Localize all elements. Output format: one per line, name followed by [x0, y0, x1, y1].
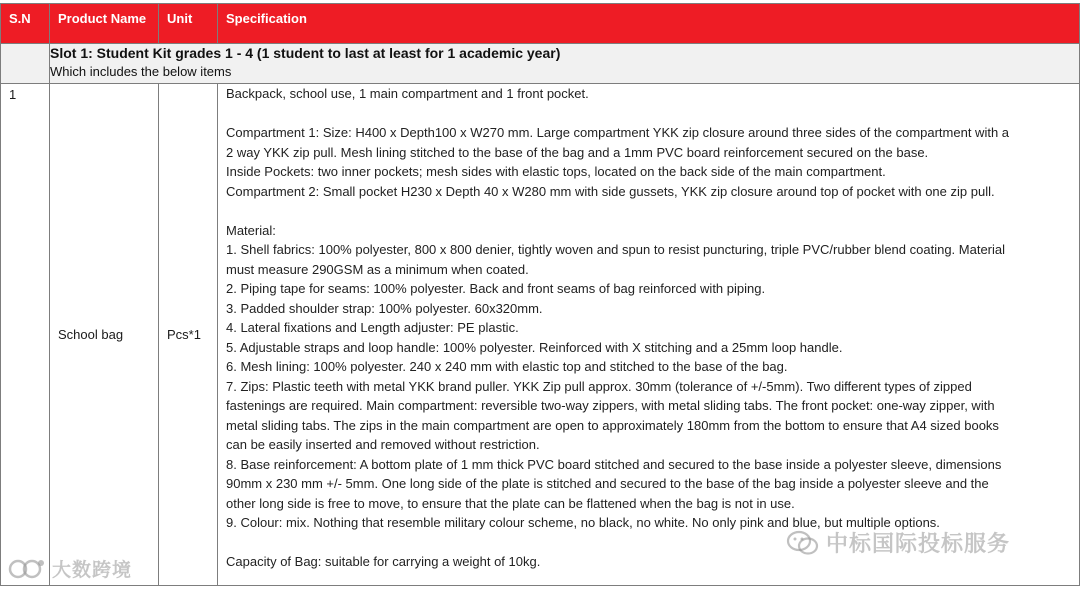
- spec-line: must measure 290GSM as a minimum when coated.: [226, 261, 529, 277]
- watermark-right-text: 中标国际投标服务: [826, 532, 1011, 557]
- slot-title: Slot 1: Student Kit grades 1 - 4 (1 student to last at least for 1 academic year): [50, 45, 561, 61]
- item-specification: [218, 84, 1080, 586]
- spec-blank-line: [226, 533, 1071, 553]
- spec-line: 1. Shell fabrics: 100% polyester, 800 x 800 denier, tightly woven and spun to resist puncturing, triple PVC/rubber blend coating. Material: [226, 242, 1006, 257]
- header-unit: Unit: [159, 4, 218, 44]
- spec-line: 6. Mesh lining: 100% polyester. 240 x 240 mm with elastic top and stitched to the base of the bag.: [226, 359, 788, 374]
- slot-subtitle: Which includes the below items: [50, 64, 232, 79]
- spec-line: 9. Colour: mix. Nothing that resemble military colour scheme, no black, no white. No only pink and blue, but multiple options.: [226, 515, 940, 530]
- item-unit: Pcs*1: [159, 84, 218, 586]
- item-sn: 1: [1, 84, 50, 586]
- specification-table: [0, 3, 1080, 586]
- spec-line: can be easily inserted and removed without restriction.: [226, 437, 540, 452]
- spec-line: Material:: [226, 222, 276, 238]
- spec-line: Compartment 2: Small pocket H230 x Depth 40 x W280 mm with side gussets, YKK zip closure around top of pocket with one zip pull.: [226, 183, 995, 199]
- spec-line: Backpack, school use, 1 main compartment and 1 front pocket.: [226, 86, 589, 101]
- spec-line: 2. Piping tape for seams: 100% polyester. Back and front seams of bag reinforced with piping.: [226, 281, 766, 296]
- spec-line: Compartment 1: Size: H400 x Depth100 x W270 mm. Large compartment YKK zip closure around three sides of the compartment with a: [226, 125, 1010, 140]
- spec-lines: [226, 84, 1071, 572]
- header-sn: S.N: [1, 4, 50, 44]
- spec-line: 90mm x 230 mm +/- 5mm. One long side of the plate is stitched and secured to the base of the bag inside a polyester sleeve and the: [226, 476, 989, 491]
- spec-blank-line: [226, 104, 1071, 124]
- spec-line: other long side is free to move, to ensure that the plate can be flattened when the bag is not in use.: [226, 495, 795, 511]
- spec-line: 7. Zips: Plastic teeth with metal YKK brand puller. YKK Zip pull approx. 30mm (tolerance of +/-5mm). Two different types of zipped: [226, 378, 972, 394]
- spec-line: Inside Pockets: two inner pockets; mesh sides with elastic tops, located on the back side of the main compartment.: [226, 164, 886, 179]
- table-row: [1, 84, 1080, 586]
- header-product-name: Product Name: [50, 4, 159, 44]
- spec-line: 8. Base reinforcement: A bottom plate of 1 mm thick PVC board stitched and secured to the base inside a polyester sleeve, dimensions: [226, 456, 1002, 472]
- spec-line: 3. Padded shoulder strap: 100% polyester. 60x320mm.: [226, 300, 543, 316]
- slot-row-empty-cell: [1, 44, 50, 84]
- header-specification: Specification: [218, 4, 1080, 44]
- spec-line: fastenings are required. Main compartment: reversible two-way zippers, with metal sliding tabs. The front pocket: one-way zipper, with: [226, 398, 995, 413]
- watermark-left-text: 大数跨境: [52, 559, 133, 581]
- spec-line: 5. Adjustable straps and loop handle: 100% polyester. Reinforced with X stitching and a 25mm loop handle.: [226, 339, 843, 355]
- spec-line: 2 way YKK zip pull. Mesh lining stitched to the base of the bag and a 1mm PVC board reinforcement secured on the base.: [226, 144, 929, 160]
- spec-blank-line: [226, 201, 1071, 221]
- item-product-name: School bag: [50, 84, 159, 586]
- slot-cell: [50, 44, 1080, 84]
- spec-line: metal sliding tabs. The zips in the main compartment are open to approximately 180mm from the bottom to ensure that A4 sized books: [226, 417, 999, 433]
- spec-line: 4. Lateral fixations and Length adjuster: PE plastic.: [226, 320, 519, 335]
- spec-line: Capacity of Bag: suitable for carrying a weight of 10kg.: [226, 554, 541, 569]
- slot-row: [1, 44, 1080, 84]
- table-header-row: [1, 4, 1080, 44]
